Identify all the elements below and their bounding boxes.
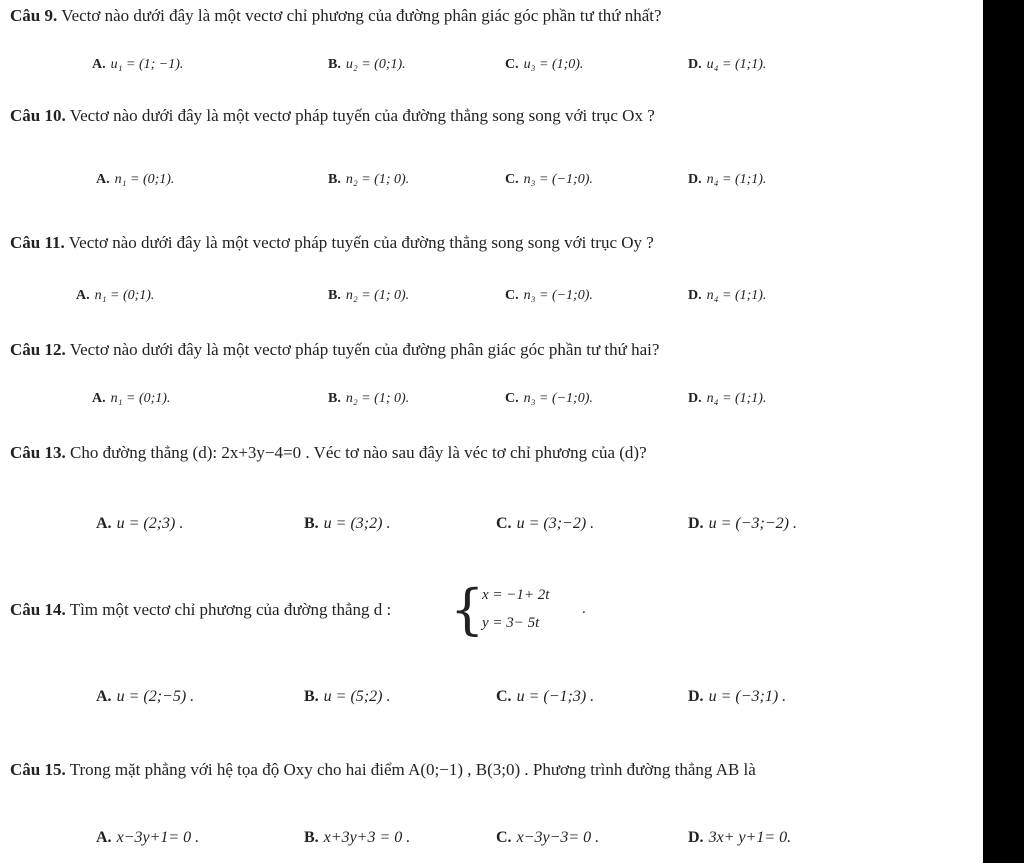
question-number: Câu 9. bbox=[10, 6, 58, 25]
option-d: D. n₄ = (1;1). bbox=[688, 288, 767, 303]
question-number: Câu 13. bbox=[10, 443, 66, 462]
option-a: A. n₁ = (0;1). bbox=[96, 172, 175, 187]
option-c: C. u = (3;−2) . bbox=[496, 515, 595, 532]
option-c: C. u₃ = (1;0). bbox=[505, 57, 584, 72]
question-number: Câu 14. bbox=[10, 600, 66, 619]
question-text: Vectơ nào dưới đây là một vectơ chỉ phương của đường phân giác góc phần tư thứ nhất? bbox=[61, 6, 662, 25]
question-number: Câu 12. bbox=[10, 340, 66, 359]
question-text: Cho đường thẳng (d): 2x+3y−4=0 . Véc tơ nào sau đây là véc tơ chỉ phương của (d)? bbox=[69, 443, 647, 462]
question-text: Trong mặt phẳng với hệ tọa độ Oxy cho hai điểm A(0;−1) , B(3;0) . Phương trình đường thẳng AB là bbox=[69, 760, 756, 779]
brace: { bbox=[450, 578, 485, 641]
option-c: C. n₃ = (−1;0). bbox=[505, 288, 593, 303]
question-number: Câu 10. bbox=[10, 106, 66, 125]
option-b: B. n₂ = (1; 0). bbox=[328, 172, 410, 187]
system-line-x: x = −1+ 2t bbox=[482, 587, 550, 603]
option-b: B. n₂ = (1; 0). bbox=[328, 391, 410, 406]
question-text: Vectơ nào dưới đây là một vectơ pháp tuyến của đường phân giác góc phần tư thứ hai? bbox=[69, 340, 660, 359]
option-c: C. n₃ = (−1;0). bbox=[505, 391, 593, 406]
option-d: D. u₄ = (1;1). bbox=[688, 57, 767, 72]
question-9 bbox=[10, 6, 662, 26]
option-d: D. u = (−3;−2) . bbox=[688, 515, 797, 532]
option-b: B. u = (5;2) . bbox=[304, 688, 391, 705]
option-a: A. u₁ = (1; −1). bbox=[92, 57, 184, 72]
option-c: C. x−3y−3= 0 . bbox=[496, 829, 600, 846]
option-d: D. 3x+ y+1= 0. bbox=[688, 829, 792, 846]
option-a: A. u = (2;3) . bbox=[96, 515, 184, 532]
parametric-system: { x = −1+ 2t y = 3− 5t . bbox=[450, 578, 586, 641]
option-d: D. n₄ = (1;1). bbox=[688, 391, 767, 406]
system-line-y: y = 3− 5t bbox=[482, 615, 540, 631]
question-text: Vectơ nào dưới đây là một vectơ pháp tuyến của đường thẳng song song với trục Oy ? bbox=[68, 233, 654, 252]
question-text: Vectơ nào dưới đây là một vectơ pháp tuyến của đường thẳng song song với trục Ox ? bbox=[69, 106, 655, 125]
option-b: B. n₂ = (1; 0). bbox=[328, 288, 410, 303]
question-text: Tìm một vectơ chỉ phương của đường thẳng d : bbox=[69, 600, 392, 619]
question-13 bbox=[10, 443, 647, 463]
option-a: A. u = (2;−5) . bbox=[96, 688, 195, 705]
option-d: D. n₄ = (1;1). bbox=[688, 172, 767, 187]
option-a: A. n₁ = (0;1). bbox=[76, 288, 155, 303]
question-number: Câu 11. bbox=[10, 233, 65, 252]
question-15 bbox=[10, 760, 756, 780]
option-b: B. x+3y+3 = 0 . bbox=[304, 829, 411, 846]
question-12 bbox=[10, 340, 659, 360]
question-number: Câu 15. bbox=[10, 760, 66, 779]
question-14 bbox=[10, 600, 391, 620]
option-a: A. x−3y+1= 0 . bbox=[96, 829, 200, 846]
question-11 bbox=[10, 233, 654, 253]
option-b: B. u₂ = (0;1). bbox=[328, 57, 406, 72]
option-b: B. u = (3;2) . bbox=[304, 515, 391, 532]
option-c: C. n₃ = (−1;0). bbox=[505, 172, 593, 187]
option-a: A. n₁ = (0;1). bbox=[92, 391, 171, 406]
option-c: C. u = (−1;3) . bbox=[496, 688, 595, 705]
option-d: D. u = (−3;1) . bbox=[688, 688, 787, 705]
question-10 bbox=[10, 106, 655, 126]
